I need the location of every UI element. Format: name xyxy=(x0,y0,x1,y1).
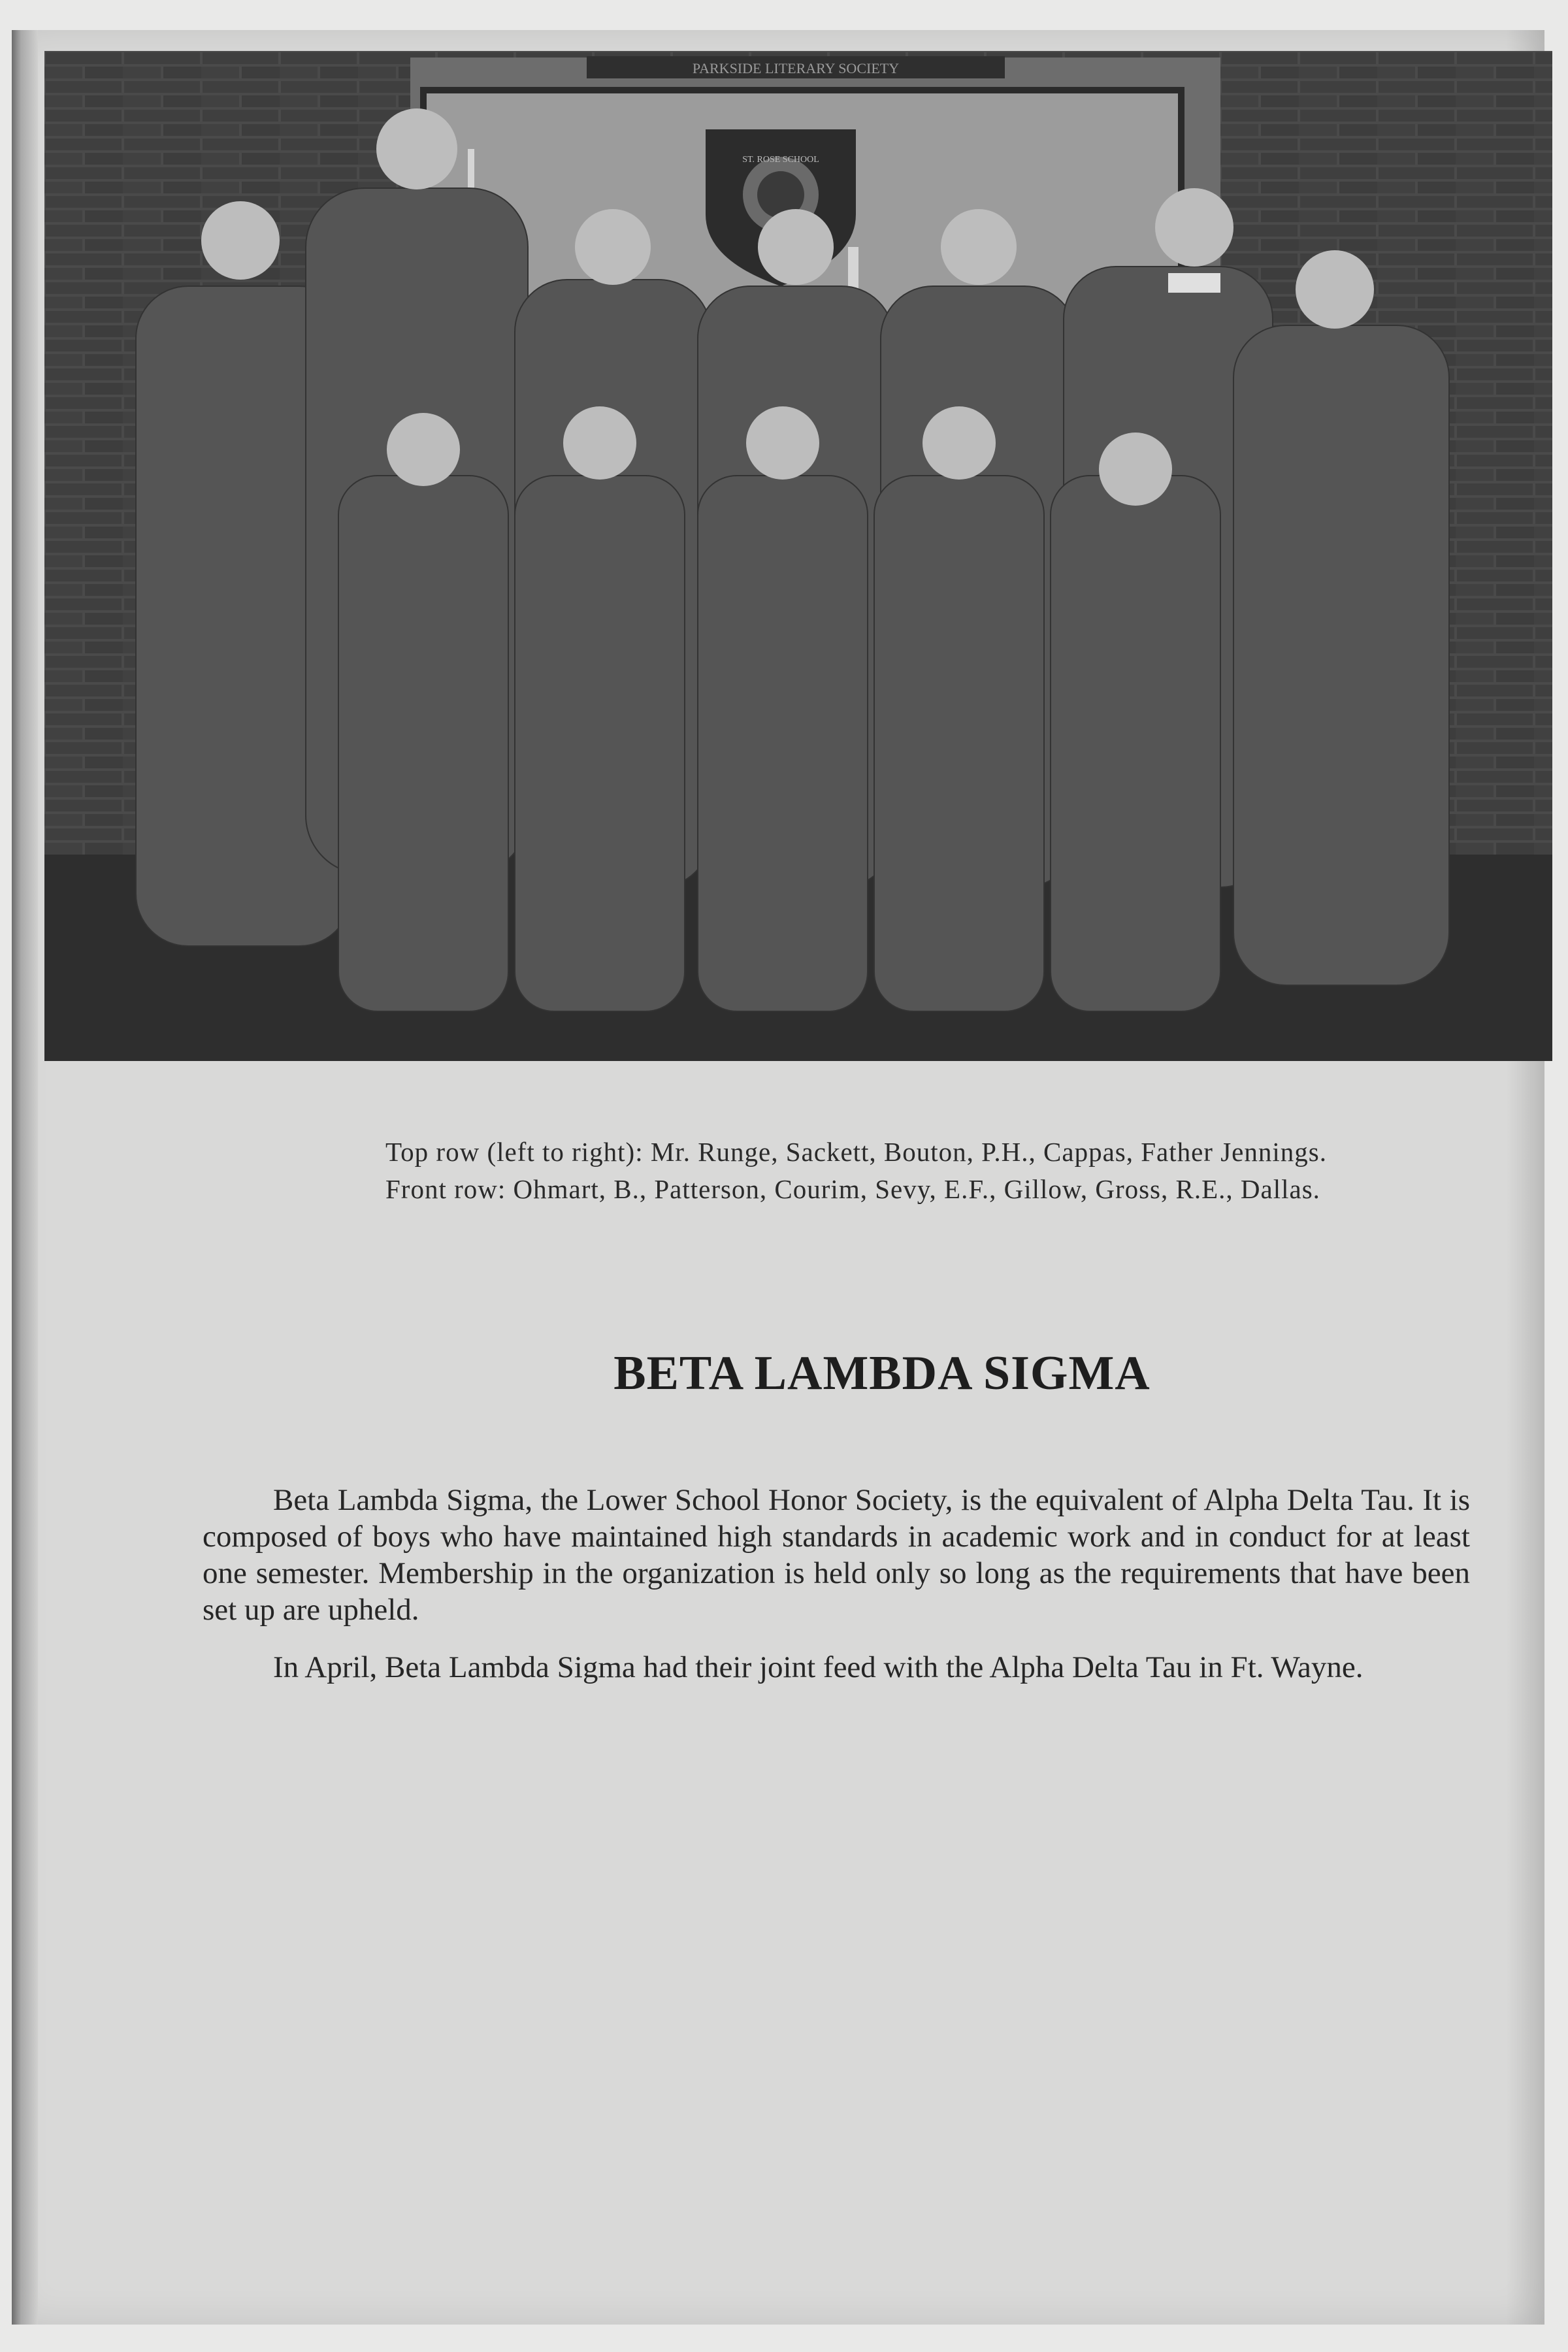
group-photo xyxy=(44,51,1552,1061)
caption-front-row: Front row: Ohmart, B., Patterson, Courim, Sevy, E.F., Gillow, Gross, R.E., Dallas. xyxy=(385,1174,1320,1204)
photo-caption xyxy=(327,1134,1352,1208)
book-spine-shadow xyxy=(12,30,38,2325)
plaque-text: ST. ROSE SCHOOL xyxy=(742,155,819,165)
group-photo-illustration xyxy=(44,51,1552,1061)
caption-top-row: Top row (left to right): Mr. Runge, Sackett, Bouton, P.H., Cappas, Father Jennings. xyxy=(385,1137,1327,1167)
article-body xyxy=(203,1482,1470,1707)
page-title: BETA LAMBDA SIGMA xyxy=(613,1347,1151,1400)
paragraph-2: In April, Beta Lambda Sigma had their joint feed with the Alpha Delta Tau in Ft. Wayne. xyxy=(273,1650,1364,1684)
photo-banner-text: PARKSIDE LITERARY SOCIETY xyxy=(692,60,900,76)
paragraph-1: Beta Lambda Sigma, the Lower School Honor Society, is the equivalent of Alpha Delta Tau. It is composed of boys who have maintained high standards in academic work and in conduct for at least one semester. Membership in the organization is held only so long as the requirements that have been set up are upheld. xyxy=(203,1483,1470,1627)
